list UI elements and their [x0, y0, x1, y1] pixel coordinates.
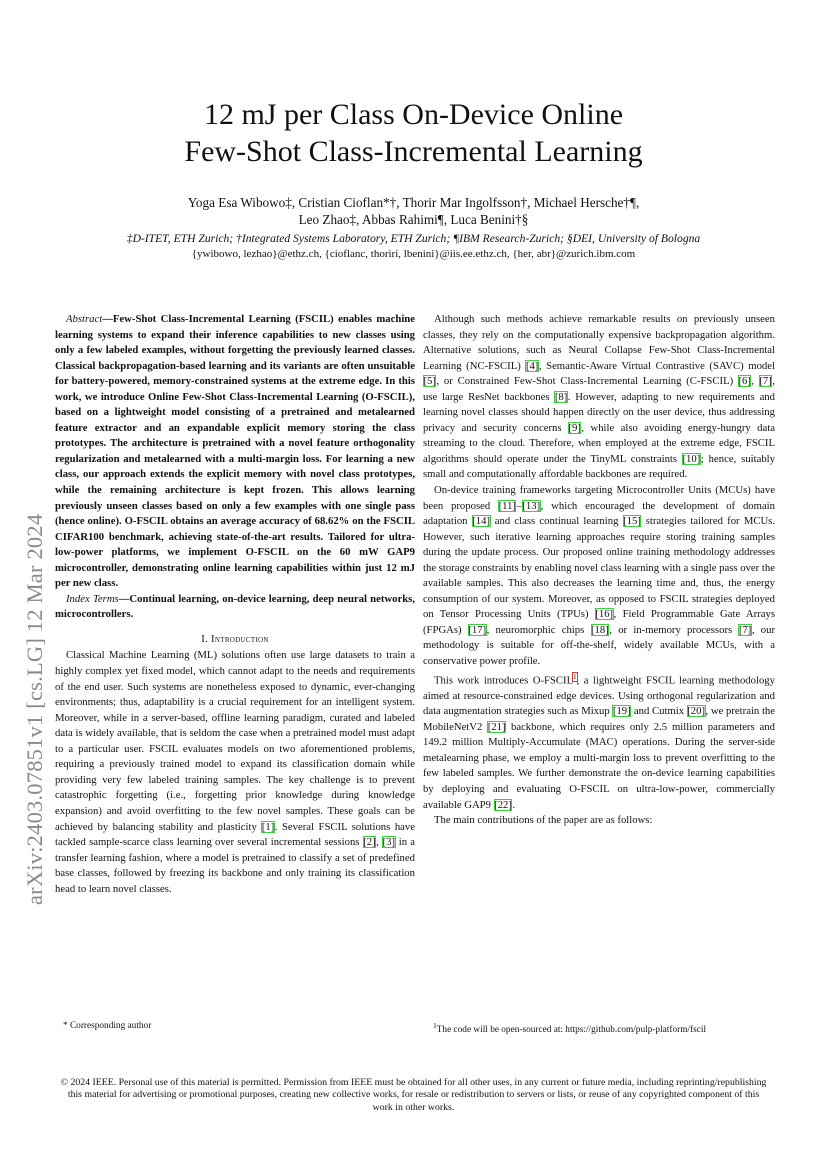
paragraph-text: , use large ResNet backbones [423, 375, 775, 403]
citation-link[interactable]: [21] [487, 720, 506, 733]
paragraph-text: and class continual learning [490, 515, 623, 528]
citation-link[interactable]: [13] [522, 499, 541, 512]
paragraph-text: Classical Machine Learning (ML) solutions often use large datasets to train a highly complex yet fixed model, which cannot adapt to the needs and requirements of the end user. Such systems are nonetheless exposed to dynamic, ever-changing environments; thus, adaptability is a crucial requirement for an intelligent system. Moreover, while in a server-based, offline learning paradigm, curated and labeled data is widely available, that is seldom the case when a pretrained model must adapt to a particular user. FSCIL evaluates models on two aforementioned problems, requiring a previously trained model to expand its classification domain while providing very few labeled training samples. The key challenge is to prevent catastrophic forgetting (i.e., forgetting prior knowledge during knowledge expansion) and avoid overfitting to the few novel samples. These goals can be achieved by balancing stability and plasticity [55, 649, 415, 833]
paragraph [423, 312, 775, 483]
index-terms-label: Index Terms [66, 592, 119, 605]
citation-link[interactable]: [22] [494, 798, 512, 811]
citation-link[interactable]: [14] [472, 515, 491, 528]
authors-line: Yoga Esa Wibowo‡, Cristian Cioflan*†, Thorir Mar Ingolfsson†, Michael Hersche†¶, [187, 195, 640, 210]
citation-link[interactable]: [8] [554, 390, 568, 403]
paragraph-text: Although such methods achieve remarkable results on previously unseen classes, they rely on the computationally expensive backpropagation algorithm. Alternative solutions, such as Neural Collapse Few-Shot Class-Incremental Learning (NC-FSCIL) [423, 313, 775, 372]
citation-link[interactable]: [9] [568, 421, 581, 434]
abstract-label: Abstract [66, 313, 103, 325]
arxiv-stamp: arXiv:2403.07851v1 [cs.LG] 12 Mar 2024 [22, 513, 47, 905]
paragraph-text: , [376, 836, 383, 849]
paragraph-text: – [516, 499, 522, 512]
footnote-mark: 1 [433, 1021, 437, 1030]
paragraph-text: On-device training frameworks targeting Microcontroller Units (MCUs) have been proposed [423, 484, 775, 512]
section-title: Introduction [211, 632, 269, 645]
abstract-text: —Few-Shot Class-Incremental Learning (FSCIL) enables machine learning systems to expand their inference capabilities to new classes using only a few labeled examples, without forgetting the previously learned classes. Classical backpropagation-based learning and its variants are often unsuitable for battery-powered, memory-constrained systems at the extreme edge. In this work, we introduce Online Few-Shot Class-Incremental Learning (O-FSCIL), based on a lightweight model consisting of a pretrained and metalearned feature extractor and an expandable explicit memory storing the class prototypes. The architecture is pretrained with a novel feature orthogonality regularization and metalearned with a multi-margin loss. For learning a new class, our approach extends the explicit memory with novel class prototypes, while the remaining architecture is kept frozen. This allows learning previously unseen classes based on only a few examples with one single pass (hence online). O-FSCIL obtains an average accuracy of 68.62% on the FSCIL CIFAR100 benchmark, achieving state-of-the-art results. Tailored for ultra-low-power platforms, we implement O-FSCIL on the 60 mW GAP9 microcontroller, demonstrating online learning capabilities within just 12 mJ per new class. [55, 313, 415, 590]
paragraph-text: , a lightweight FSCIL learning methodology aimed at resource-constrained edge devices. Using orthogonal regularization and data augmentation strategies such as Mixup [423, 674, 775, 718]
index-terms [55, 592, 415, 623]
section-heading [55, 632, 415, 648]
citation-link[interactable]: [7] [738, 623, 752, 636]
paragraph-text: , which encouraged the development of domain adaptation [423, 499, 775, 528]
paper-title [0, 96, 827, 170]
emails: {ywibowo, lezhao}@ethz.ch, {cioflanc, thoriri, lbenini}@iis.ee.ethz.ch, {her, abr}@zurich.ibm.com [191, 248, 636, 260]
paragraph-text: This work introduces O-FSCIL [434, 674, 574, 687]
paragraph-text: ; hence, suitably small and computationally affordable backbones are required. [423, 452, 775, 481]
title-line: 12 mJ per Class On-Device Online [203, 98, 624, 131]
affiliations: ‡D-ITET, ETH Zurich; †Integrated Systems Laboratory, ETH Zurich; ¶IBM Research-Zurich; §DEI, University of Bologna [126, 232, 701, 245]
right-column [423, 312, 775, 829]
paragraph-text: in a transfer learning fashion, where a model is pretrained to classify a set of predefined base classes, followed by freezing its backbone and only training its classification head to learn novel classes. [55, 836, 416, 895]
paragraph [423, 483, 775, 670]
citation-link[interactable]: [20] [687, 705, 706, 718]
paragraph-text: , while also avoiding energy-hungry data streaming to the cloud. Therefore, when employed at the extreme edge, FSCIL algorithms should operate under the TinyML constraints [423, 421, 775, 465]
paragraph-text: backbone, which requires only 2.5 million parameters and 149.2 million Multiply-Accumulate (MAC) operations. During the server-side metalearning phase, we employ a multi-margin loss to prevent overfitting to the few labeled samples. We further demonstrate the on-device learning capabilities by deploying and evaluating O-FSCIL on ultra-low-power, commercially available GAP9 [423, 720, 775, 811]
paragraph-text: strategies tailored for MCUs. However, such iterative learning approaches require storing training samples during the update process. Our proposed online training methodology addresses the storage constraints by enabling novel class learning with a single pass over the available samples. This also decreases the learning time and, thus, the energy consumption of our system. Moreover, as opposed to FSCIL strategies deployed on Tensor Processing Units (TPUs) [423, 515, 775, 621]
paragraph [423, 670, 775, 813]
paragraph-text: , or Constrained Few-Shot Class-Incremental Learning (C-FSCIL) [436, 375, 738, 388]
index-terms-text: —Continual learning, on-device learning, deep neural networks, microcontrollers. [55, 592, 415, 621]
citation-link[interactable]: [10] [682, 452, 701, 465]
footnote-code [433, 1021, 706, 1035]
paragraph-text: . [512, 798, 516, 811]
paragraph [55, 648, 415, 897]
footnote-link[interactable]: 1 [573, 672, 577, 681]
citation-link[interactable]: [18] [591, 623, 609, 636]
authors [0, 194, 827, 228]
paragraph-text: , or in-memory processors [609, 623, 739, 636]
citation-link[interactable]: [17] [468, 623, 487, 636]
copyright-notice: © 2024 IEEE. Personal use of this material is permitted. Permission from IEEE must be obtained for all other uses, in any current or future media, including reprinting/republishing this material for advertising or promotional purposes, creating new collective works, for resale or redistribution to servers or lists, or reuse of any copyrighted component of this work in other works. [60, 1077, 767, 1113]
citation-link[interactable]: [11] [498, 499, 516, 512]
footnote-text: The code will be open-sourced at: https://github.com/pulp-platform/fscil [436, 1025, 707, 1036]
paragraph [423, 813, 775, 829]
footnote-corresponding: * Corresponding author [63, 1021, 152, 1031]
citation-link[interactable]: [1] [261, 820, 275, 833]
citation-link[interactable]: [4] [525, 359, 539, 372]
citation-link[interactable]: [15] [623, 515, 641, 528]
paragraph-text: , [751, 375, 759, 388]
paragraph-text: and Cutmix [631, 705, 687, 718]
title-line: Few-Shot Class-Incremental Learning [184, 135, 643, 168]
paragraph-text: The main contributions of the paper are as follows: [434, 814, 653, 827]
paragraph-text: . However, adapting to new requirements and learning novel classes should happen directly on the user device, thus addressing privacy and security concerns [423, 390, 775, 434]
paragraph-text: , our methodology is suitable for off-the-shelf, widely available MCUs, with a conservative power profile. [423, 623, 776, 668]
abstract [55, 312, 415, 592]
citation-link[interactable]: [6] [738, 375, 751, 388]
citation-link[interactable]: [16] [595, 608, 614, 621]
citation-link[interactable]: [2] [363, 836, 376, 849]
paragraph-text: , Field Programmable Gate Arrays (FPGAs) [423, 608, 775, 636]
citation-link[interactable]: [5] [423, 375, 436, 388]
paragraph-text: , Semantic-Aware Virtual Contrastive (SAVC) model [538, 359, 775, 372]
paragraph-text: . Several FSCIL solutions have tackled sample-scarce class learning over several incremental sessions [55, 820, 415, 849]
citation-link[interactable]: [3] [382, 836, 396, 849]
left-column [55, 312, 415, 897]
citation-link[interactable]: [7] [759, 375, 772, 388]
paragraph-text: , we pretrain the MobileNetV2 [423, 705, 775, 733]
authors-line: Leo Zhao‡, Abbas Rahimi¶, Luca Benini†§ [298, 212, 529, 227]
citation-link[interactable]: [19] [612, 705, 631, 718]
left-paragraphs [55, 648, 415, 897]
paragraph-text: , neuromorphic chips [486, 623, 591, 636]
section-number: I. [201, 632, 209, 645]
